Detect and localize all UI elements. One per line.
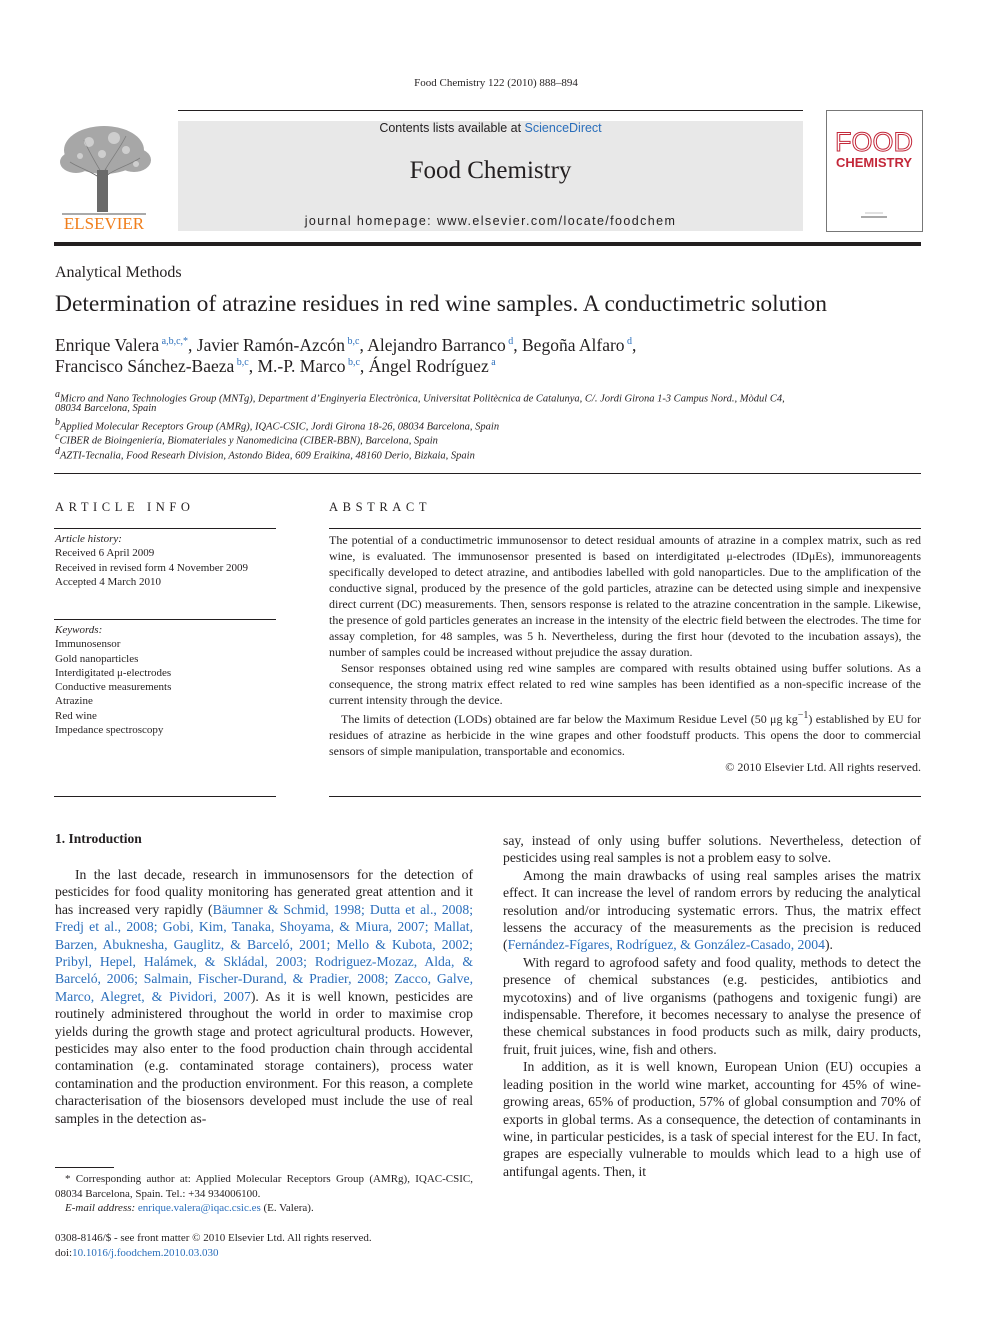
affiliation-mark: d: [55, 446, 60, 457]
article-title: Determination of atrazine residues in red wine samples. A conductimetric solution: [55, 291, 828, 317]
section-label: Analytical Methods: [55, 264, 182, 281]
svg-text:FOOD: FOOD: [835, 127, 913, 157]
article-info-heading: ARTICLE INFO: [55, 500, 195, 514]
affiliation-text: Applied Molecular Receptors Group (AMRg), IQAC-CSIC, Jordi Girona 18-26, 08034 Barcelona, Spain: [60, 421, 500, 433]
author-name: Begoña Alfaro: [522, 335, 625, 355]
keywords-label: Keywords:: [55, 624, 103, 636]
divider: [54, 528, 276, 529]
corresponding-author-footnote: [55, 1172, 473, 1216]
author-affiliation-marks[interactable]: b,c: [236, 357, 249, 369]
article-history: [55, 532, 248, 589]
keyword: Interdigitated μ-electrodes: [55, 666, 172, 679]
keyword: Immunosensor: [55, 638, 121, 651]
author-affiliation-marks[interactable]: a: [491, 357, 496, 369]
header-top-rule: [178, 110, 803, 111]
author-affiliation-marks[interactable]: d: [508, 336, 514, 348]
unit-exponent: −1: [797, 710, 809, 721]
body-paragraph: [503, 867, 921, 954]
svg-text:CHEMISTRY: CHEMISTRY: [835, 155, 913, 170]
author-name: Ángel Rodríguez: [368, 356, 489, 376]
cover-art-icon: [827, 111, 922, 231]
affiliation-text: Micro and Nano Technologies Group (MNTg), Department d’Enginyeria Electrònica, Universitat Politècnica de Catalunya, C/. Jordi Girona 1-3 Campus Nord., Mòdul C4,: [60, 393, 785, 405]
journal-cover-thumbnail[interactable]: [826, 110, 923, 232]
footnote-email-line: [55, 1201, 473, 1216]
contents-prefix: Contents lists available at: [379, 121, 525, 135]
issn-line: 0308-8146/$ - see front matter © 2010 Elsevier Ltd. All rights reserved.: [55, 1232, 372, 1244]
divider: [54, 796, 276, 797]
affiliation-mark: c: [55, 431, 60, 442]
history-item: Received 6 April 2009: [55, 547, 155, 560]
abstract-text: The limits of detection (LODs) obtained are far below the Maximum Residue Level (50 μg kg: [341, 712, 798, 726]
body-column-right: [503, 832, 921, 1180]
footnote-mark: *: [65, 1173, 71, 1185]
author-name: Alejandro Barranco: [367, 335, 506, 355]
divider: [54, 619, 276, 620]
journal-reference: Food Chemistry 122 (2010) 888–894: [414, 77, 578, 89]
abstract-paragraph: [329, 708, 921, 759]
introduction-heading: 1. Introduction: [55, 831, 142, 846]
affiliation-mark: a: [55, 389, 60, 400]
author-name: Francisco Sánchez-Baeza: [55, 356, 235, 376]
keyword: Atrazine: [55, 695, 93, 708]
history-label: Article history:: [55, 533, 122, 545]
body-paragraph: [55, 866, 473, 1127]
homepage-url[interactable]: www.elsevier.com/locate/foodchem: [436, 214, 677, 228]
author-line-1: [55, 335, 636, 356]
footnote-text: Corresponding author at: Applied Molecular Receptors Group (AMRg), IQAC-CSIC, 08034 Barcelona, Spain. Tel.: +34 934006100.: [55, 1173, 474, 1200]
author-name: M.-P. Marco: [257, 356, 346, 376]
keyword: Impedance spectroscopy: [55, 724, 164, 737]
footnote-rule: [55, 1167, 114, 1168]
history-item: Received in revised form 4 November 2009: [55, 561, 249, 574]
author-name: Enrique Valera: [55, 335, 160, 355]
elsevier-logo: [54, 120, 154, 232]
keyword: Red wine: [55, 709, 97, 722]
history-item: Accepted 4 March 2010: [55, 575, 161, 588]
body-text: ). As it is well known, pesticides are routinely administered throughout the world in order to maximise crop yields during the growth stage and protect agricultural products. However, pesticides may also enter to the food production chain through accidental contamination (e.g. contaminated storage containers), process water contamination and the production environment. For this reason, a complete characterisation of the biosensors developed must include the use of real samples in the detection as-: [55, 988, 473, 1126]
front-matter-lines: [55, 1231, 372, 1260]
citation-links[interactable]: Bäumner & Schmid, 1998; Dutta et al., 2008; Fredj et al., 2008; Gobi, Kim, Tanaka, Shoyama, & Miura, 2007; Mallat, Barzen, Abuknesha, Gauglitz, & Barceló, 2001; Mello & Kubota, 2002; Pribyl, Hepel, Halámek, & Skládal, 2003; Rodriguez-Mozaz, Alda, & Barceló, 2006; Salmain, Fischer-Durand, & Pradier, 2008; Zacco, Galve, Marco, Alegret, & Pividori, 2007: [55, 901, 473, 1004]
abstract-paragraph: The potential of a conductimetric immunosensor to detect residual amounts of atrazine in a complex matrix, such as red wine, is evaluated. The immunosensor presented is based on interdigitated μ-electrodes (IDμEs), immunoreagents specifically developed to detect atrazine, and antibodies labelled with gold nanoparticles. Due to the amplification of the conductive signal, produced by the presence of the gold particles, atrazine can be detected using simple and inexpensive direct current (DC) measurements. Then, sensors response is related to the atrazine concentration in the sample. Likewise, the presence of gold particles generates an increase in the intensity of the electric field between the electrodes. The time for assay completion, for 48 samples, was 5 h. Nevertheless, during the first hour (devoted to the incubation assays), the number of samples could be increased without prejudice the assay duration.: [329, 533, 921, 659]
email-label: E-mail address:: [65, 1202, 136, 1214]
keyword: Gold nanoparticles: [55, 652, 139, 665]
author-affiliation-marks[interactable]: b,c: [347, 357, 360, 369]
contents-available-line: [178, 121, 803, 135]
affiliation-text: CIBER de Bioingeniería, Biomateriales y Nanomedicina (CIBER-BBN), Barcelona, Spain: [59, 435, 438, 447]
journal-homepage-line: [178, 214, 803, 228]
body-text: Among the main drawbacks of using real samples arises the matrix effect. It can increase the level of random errors by reducing the analytical resolution and/or introducing systematic errors. Thus, the matrix effect lessens the accuracy of the measurements as the precision is reduced (: [503, 867, 921, 953]
abstract-copyright: © 2010 Elsevier Ltd. All rights reserved.: [725, 760, 921, 774]
doi-label: doi:: [55, 1246, 73, 1259]
abstract-heading: ABSTRACT: [329, 500, 432, 514]
body-paragraph: say, instead of only using buffer solutions. Nevertheless, detection of pesticides using real samples is not a problem easy to solve.: [503, 833, 921, 866]
footnote-line: [55, 1172, 473, 1201]
body-paragraph: With regard to agrofood safety and food quality, methods to detect the presence of chemical substances (e.g. pesticides, antibiotics and mycotoxins) and of live organisms (pathogens and toxigenic fungi) are indispensable. Therefore, it becomes necessary to analyse the presence of these chemical substances in food products such as milk, dairy products, fruit, fruit juices, wine, fish and others.: [503, 954, 921, 1057]
body-column-left: [55, 866, 473, 1127]
header-thick-rule: [54, 242, 921, 246]
author-affiliation-marks[interactable]: d: [627, 336, 633, 348]
affiliation-d: [55, 446, 475, 462]
author-line-2: [55, 356, 496, 377]
author-separator: ,: [188, 335, 197, 355]
abstract-text: ) established by EU for residues of atrazine as herbicide in the wine grapes and other foodstuff products. This opens the door to commercial sensors of simple manipulation, transportable and economics.: [329, 712, 921, 758]
email-link[interactable]: enrique.valera@iqac.csic.es: [137, 1202, 261, 1214]
doi-line: [55, 1246, 372, 1261]
homepage-prefix: journal homepage:: [304, 214, 437, 228]
affiliation-a-cont: [55, 403, 156, 414]
journal-name: Food Chemistry: [409, 157, 572, 184]
author-name: Javier Ramón-Azcón: [196, 335, 346, 355]
author-separator: ,: [513, 335, 522, 355]
author-affiliation-marks[interactable]: a,b,c,*: [161, 336, 189, 348]
elsevier-tree-icon: [54, 120, 154, 232]
divider: [54, 473, 921, 474]
author-separator: ,: [632, 335, 637, 355]
sciencedirect-link[interactable]: ScienceDirect: [524, 121, 602, 135]
citation-link[interactable]: Fernández-Fígares, Rodríguez, & González-Casado, 2004: [507, 937, 825, 953]
svg-text:ELSEVIER: ELSEVIER: [63, 214, 145, 232]
abstract-paragraph: Sensor responses obtained using red wine samples are compared with results obtained using buffer solutions. As a consequence, the strong matrix effect related to red wine samples has been identified as a non-specific increase of the current intensity through the device.: [329, 661, 921, 707]
divider: [329, 528, 921, 529]
author-affiliation-marks[interactable]: b,c: [347, 336, 360, 348]
email-suffix: (E. Valera).: [260, 1202, 314, 1214]
body-text: In the last decade, research in immunosensors for the detection of pesticides for food quality monitoring has generated great attention and it has increased very rapidly (: [55, 867, 473, 917]
divider: [329, 796, 921, 797]
author-separator: ,: [359, 335, 368, 355]
affiliation-a: [55, 389, 785, 405]
author-separator: ,: [248, 356, 258, 376]
body-paragraph: In addition, as it is well known, European Union (EU) occupies a leading position in the world wine market, accounting for 45% of wine-growing areas, 65% of production, 57% of global consumption and 70% of exports in global terms. As a consequence, the detection of contaminants in wine, in particular pesticides, is a task of special interest for the EU. In fact, grapes are especially vulnerable to moulds which lead to a high use of antifungal agents. Then, it: [503, 1059, 921, 1179]
abstract-body: [329, 532, 921, 775]
author-separator: ,: [359, 356, 369, 376]
body-text: ).: [824, 937, 833, 953]
keyword: Conductive measurements: [55, 681, 172, 694]
doi-link[interactable]: 10.1016/j.foodchem.2010.03.030: [72, 1246, 219, 1259]
keywords-list: [55, 623, 171, 737]
affiliation-mark: b: [55, 417, 60, 428]
affiliation-text: AZTI-Tecnalia, Food Researh Division, Astondo Bidea, 609 Eraikina, 48160 Derio, Bizkaia, Spain: [60, 450, 475, 462]
affiliation-text: 08034 Barcelona, Spain: [55, 403, 157, 414]
affiliation-c: [55, 431, 438, 447]
